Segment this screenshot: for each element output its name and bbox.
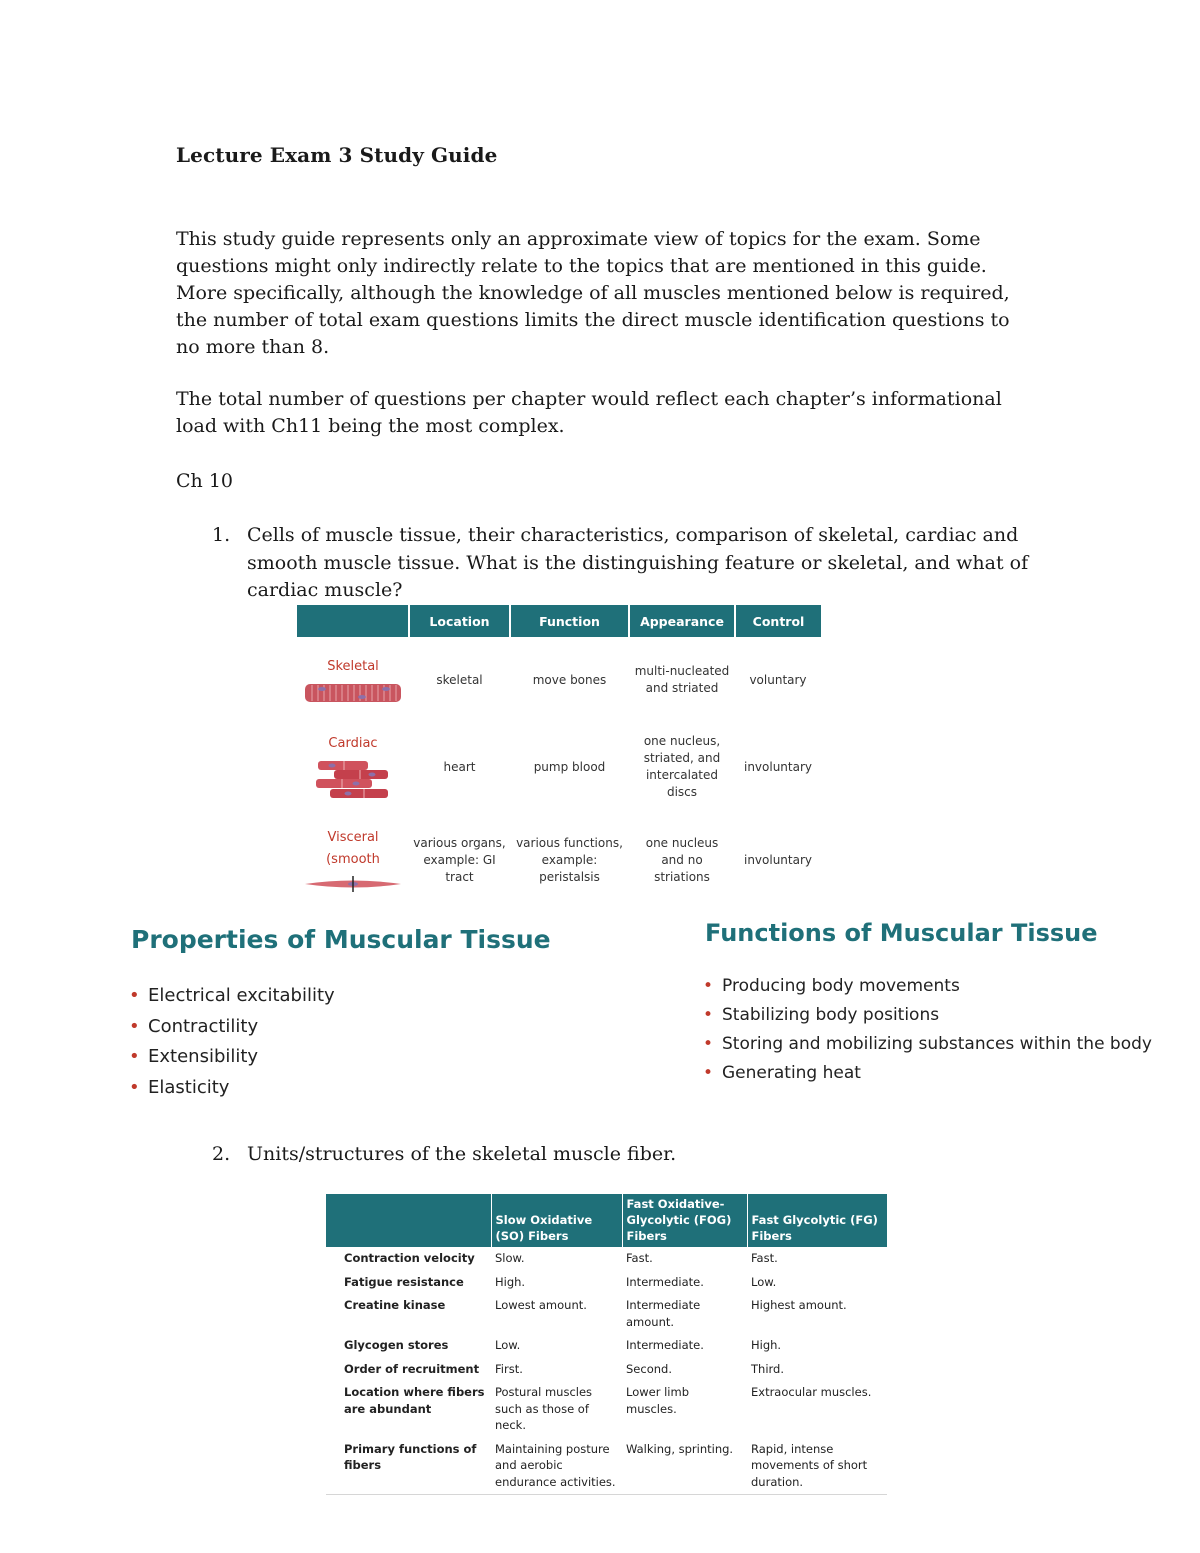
- fiber-cell-so: Lowest amount.: [495, 1298, 587, 1312]
- tissue-row-skeletal: [297, 637, 821, 723]
- fiber-row-label: Glycogen stores: [344, 1338, 449, 1352]
- tissue-location: various organs, example: GI tract: [413, 835, 506, 884]
- tissue-label: Cardiac: [328, 736, 378, 751]
- fiber-row: [326, 1247, 887, 1271]
- fiber-row: [326, 1334, 887, 1358]
- tissue-function: pump blood: [533, 759, 606, 774]
- tissue-header-blank: [297, 605, 409, 637]
- tissue-control: involuntary: [743, 759, 813, 774]
- question-2-number: 2.: [212, 1143, 231, 1165]
- tissue-row-visceral: [297, 811, 821, 909]
- fiber-row: [326, 1358, 887, 1382]
- fiber-row-label: Fatigue resistance: [344, 1274, 464, 1289]
- tissue-control: voluntary: [749, 672, 807, 687]
- fiber-cell-fg: Third.: [751, 1361, 784, 1376]
- tissue-table-header: [297, 605, 821, 637]
- tissue-label: Skeletal: [327, 659, 379, 674]
- fiber-cell-fg: High.: [751, 1338, 782, 1352]
- fiber-header-fg: Fast Glycolytic (FG) Fibers: [747, 1194, 887, 1247]
- document-title: Lecture Exam 3 Study Guide: [176, 143, 498, 167]
- fiber-cell-so: High.: [495, 1274, 526, 1289]
- fiber-row-label: Contraction velocity: [344, 1251, 475, 1265]
- function-item: • Stabilizing body positions: [703, 1003, 1152, 1032]
- question-2: [212, 1141, 1032, 1169]
- tissue-label-cell: [297, 723, 409, 811]
- fiber-types-table: [326, 1194, 887, 1495]
- fiber-header-fog: Fast Oxidative-Glycolytic (FOG) Fibers: [622, 1194, 747, 1247]
- fiber-cell-so: Maintaining posture and aerobic endurance activities.: [491, 1438, 622, 1495]
- function-item: • Storing and mobilizing substances within the body: [703, 1032, 1152, 1061]
- functions-heading: Functions of Muscular Tissue: [705, 919, 1098, 947]
- fiber-row-label: Primary functions of fibers: [326, 1438, 491, 1495]
- functions-list: [703, 974, 1152, 1090]
- fiber-cell-fg: Low.: [751, 1274, 777, 1289]
- fiber-row: [326, 1271, 887, 1295]
- fiber-row-label: Location where fibers are abundant: [344, 1385, 485, 1416]
- fiber-cell-fog: Intermediate amount.: [626, 1298, 701, 1329]
- skeletal-fiber-illustration: [304, 682, 402, 704]
- fiber-cell-so: Slow.: [495, 1251, 525, 1265]
- fiber-cell-fog: Walking, sprinting.: [622, 1438, 747, 1495]
- muscle-tissue-table: [297, 605, 821, 909]
- fiber-cell-so: Postural muscles such as those of neck.: [495, 1385, 593, 1432]
- fiber-cell-fg: Rapid, intense movements of short duration.: [747, 1438, 887, 1495]
- properties-heading: Properties of Muscular Tissue: [131, 925, 551, 954]
- tissue-header-function: Function: [510, 605, 629, 637]
- fiber-cell-so: Low.: [495, 1338, 521, 1352]
- fiber-row: [326, 1381, 887, 1438]
- fiber-cell-fog: Intermediate.: [626, 1274, 704, 1289]
- fiber-header-blank: [326, 1194, 491, 1247]
- tissue-row-cardiac: [297, 723, 821, 811]
- tissue-label-cell: [297, 637, 409, 723]
- tissue-appearance: one nucleus and no striations: [645, 835, 719, 884]
- tissue-header-control: Control: [735, 605, 821, 637]
- cardiac-fiber-illustration: [314, 759, 392, 801]
- question-1: [212, 522, 1032, 605]
- tissue-label-cell: [297, 811, 409, 909]
- fiber-table-header: [326, 1194, 887, 1247]
- fiber-row: [326, 1438, 887, 1495]
- fiber-row: [326, 1294, 887, 1334]
- fiber-cell-fog: Fast.: [626, 1251, 653, 1265]
- tissue-location: skeletal: [436, 672, 483, 687]
- tissue-function: move bones: [532, 672, 607, 687]
- fiber-cell-fog: Lower limb muscles.: [626, 1385, 689, 1416]
- property-item: • Contractility: [129, 1014, 335, 1045]
- property-item: • Electrical excitability: [129, 983, 335, 1014]
- fiber-row-label: Order of recruitment: [344, 1361, 480, 1376]
- smooth-fiber-illustration: [303, 875, 403, 893]
- property-item: • Extensibility: [129, 1044, 335, 1075]
- tissue-appearance: multi-nucleated and striated: [634, 664, 730, 695]
- tissue-appearance: one nucleus, striated, and intercalated discs: [643, 734, 721, 799]
- question-2-text: Units/structures of the skeletal muscle fiber.: [247, 1143, 677, 1165]
- chapter-heading: Ch 10: [176, 470, 233, 492]
- function-item: • Producing body movements: [703, 974, 1152, 1003]
- properties-list: [129, 983, 335, 1105]
- fiber-cell-so: First.: [495, 1361, 523, 1376]
- property-item: • Elasticity: [129, 1075, 335, 1106]
- function-item: • Generating heat: [703, 1061, 1152, 1090]
- fiber-cell-fg: Extraocular muscles.: [751, 1385, 872, 1399]
- fiber-cell-fog: Intermediate.: [626, 1338, 704, 1352]
- fiber-cell-fg: Fast.: [751, 1251, 778, 1265]
- fiber-cell-fog: Second.: [626, 1361, 672, 1376]
- tissue-function: various functions, example: peristalsis: [516, 835, 623, 884]
- tissue-header-location: Location: [409, 605, 510, 637]
- fiber-header-so: Slow Oxidative (SO) Fibers: [491, 1194, 622, 1247]
- question-1-number: 1.: [212, 524, 231, 546]
- tissue-location: heart: [443, 759, 476, 774]
- tissue-control: involuntary: [743, 852, 813, 867]
- fiber-cell-fg: Highest amount.: [751, 1298, 847, 1312]
- chapter-load-paragraph: The total number of questions per chapter would reflect each chapter’s informational load with Ch11 being the most complex.: [176, 388, 1002, 437]
- question-1-text: Cells of muscle tissue, their characteristics, comparison of skeletal, cardiac and smooth muscle tissue. What is the distinguishing feature or skeletal, and what of cardiac muscle?: [247, 524, 1029, 601]
- intro-paragraph: This study guide represents only an approximate view of topics for the exam. Some questions might only indirectly relate to the topics that are mentioned in this guide. More specifically, although the knowledge of all muscles mentioned below is required, the number of total exam questions limits the direct muscle identification questions to no more than 8.: [176, 228, 1010, 358]
- tissue-label: Visceral (smooth: [326, 830, 380, 867]
- fiber-row-label: Creatine kinase: [344, 1298, 446, 1312]
- tissue-header-appearance: Appearance: [629, 605, 735, 637]
